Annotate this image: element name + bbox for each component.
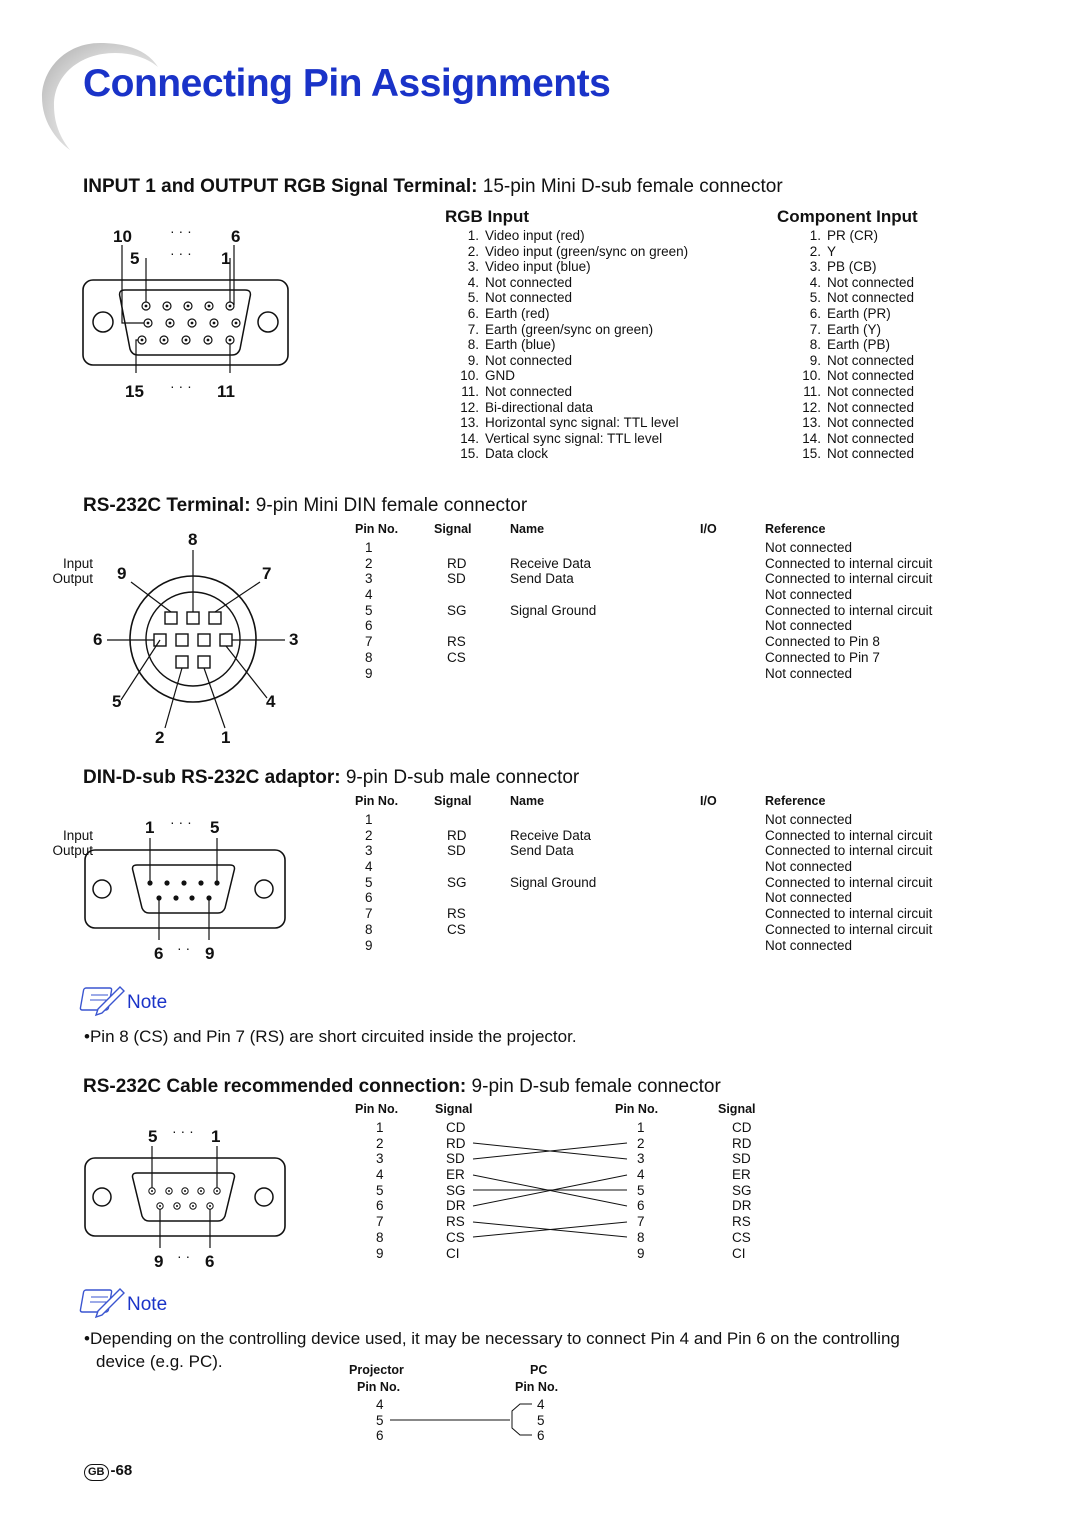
rgb-label-tl: 10 xyxy=(113,227,132,246)
pin-description: PR (CR) xyxy=(827,228,878,243)
pin-description: Earth (red) xyxy=(485,305,550,321)
signal-cell: CS xyxy=(447,921,466,937)
rgb-label-br: 11 xyxy=(217,382,235,401)
signal-cell: SD xyxy=(447,843,466,859)
adaptor-dots-top: · · · xyxy=(170,814,192,830)
note-pencil-icon xyxy=(82,982,126,1016)
din-label-6: 6 xyxy=(93,630,103,649)
reference-cell: Connected to internal circuit xyxy=(765,571,933,587)
cable-header-signal-left: Signal xyxy=(435,1102,473,1116)
left-pin-cell: 7 xyxy=(376,1214,384,1230)
component-input-title: Component Input xyxy=(777,207,918,226)
pin-no-cell: 3 xyxy=(365,843,373,859)
component-pin-row xyxy=(777,415,914,431)
rgb-label-ml: 5 xyxy=(130,249,140,268)
rgb-dots-bottom: · · · xyxy=(170,378,192,394)
pin-no-cell: 2 xyxy=(365,827,373,843)
cable-heading-bold: RS-232C Cable recommended connection: xyxy=(83,1076,467,1097)
pin-description: Not connected xyxy=(827,415,915,431)
reference-cell: Not connected xyxy=(765,587,853,603)
right-pin-cell: 4 xyxy=(637,1167,645,1183)
pin-number: 4. xyxy=(809,274,821,290)
pc-head2: Pin No. xyxy=(515,1380,559,1394)
adaptor-label-br: 9 xyxy=(205,944,215,963)
rgb-pin-row xyxy=(445,337,688,353)
pin-number: 3. xyxy=(467,259,479,275)
io-cell: Output xyxy=(52,571,93,587)
rs232-heading-bold: RS-232C Terminal: xyxy=(83,495,251,516)
pin-number: 7. xyxy=(467,321,479,337)
name-cell: Signal Ground xyxy=(510,602,597,618)
component-pin-row xyxy=(777,337,914,353)
rgb-pin-row xyxy=(445,306,688,322)
adaptor-heading-bold: DIN-D-sub RS-232C adaptor: xyxy=(83,767,341,788)
gb-badge: GB xyxy=(84,1464,109,1481)
name-cell: Receive Data xyxy=(510,827,592,843)
component-pin-row xyxy=(777,384,914,400)
dsub9-female-connector-diagram xyxy=(82,1146,292,1256)
signal-cell: RD xyxy=(447,827,467,843)
pin-no-cell: 6 xyxy=(365,890,373,906)
adaptor-label-bl: 6 xyxy=(154,944,164,963)
pin-number: 13. xyxy=(460,415,479,431)
component-pin-row xyxy=(777,290,914,306)
cable-dots-top: · · · xyxy=(172,1123,194,1139)
pin-no-cell: 4 xyxy=(365,859,373,875)
pin-number: 11. xyxy=(461,383,479,399)
signal-cell: SG xyxy=(447,874,467,890)
reference-cell: Connected to Pin 7 xyxy=(765,649,880,665)
din-label-5: 5 xyxy=(112,692,122,711)
pin-no-cell: 6 xyxy=(365,618,373,634)
right-signal-cell: RS xyxy=(732,1214,751,1230)
adaptor-pin-table xyxy=(52,794,985,959)
pin-description: Earth (blue) xyxy=(485,337,556,353)
pin-description: Earth (PR) xyxy=(827,305,891,321)
pin-description: Not connected xyxy=(485,383,573,399)
pin-number: 1. xyxy=(467,228,479,243)
pin-description: GND xyxy=(485,368,515,384)
rs232-header-ref: Reference xyxy=(765,522,826,536)
dsub9-male-connector-diagram xyxy=(82,838,292,948)
din-label-8: 8 xyxy=(188,530,198,549)
cable-header-pin-left: Pin No. xyxy=(355,1102,399,1116)
pin-no-cell: 2 xyxy=(365,555,373,571)
pin-number: 8. xyxy=(467,337,479,353)
right-signal-cell: SG xyxy=(732,1182,752,1198)
reference-cell: Not connected xyxy=(765,540,853,555)
pin-number: 3. xyxy=(809,259,821,275)
right-signal-cell: CS xyxy=(732,1229,751,1245)
reference-cell: Not connected xyxy=(765,618,853,634)
name-cell: Receive Data xyxy=(510,555,592,571)
pin-number: 14. xyxy=(460,430,479,446)
pin-number: 4. xyxy=(467,274,479,290)
component-pin-row xyxy=(777,446,914,462)
reference-cell: Connected to internal circuit xyxy=(765,843,933,859)
din-label-4: 4 xyxy=(266,692,276,711)
right-pin-cell: 7 xyxy=(637,1214,645,1230)
reference-cell: Connected to internal circuit xyxy=(765,555,933,571)
cable-label-tl: 5 xyxy=(148,1127,158,1146)
pc-pin-list xyxy=(537,1397,545,1444)
rgb-heading-rest: 15-pin Mini D-sub female connector xyxy=(477,176,783,197)
adaptor-header-io: I/O xyxy=(700,794,717,808)
right-pin-cell: 3 xyxy=(637,1151,645,1167)
pin-description: PB (CB) xyxy=(827,259,877,275)
rgb-label-tr: 6 xyxy=(231,227,241,246)
left-pin-cell: 1 xyxy=(376,1120,384,1135)
vga-connector-diagram xyxy=(80,265,295,380)
din-label-7: 7 xyxy=(262,564,272,583)
component-input-list xyxy=(777,228,914,462)
pc-head1: PC xyxy=(530,1363,548,1377)
pin-description: Not connected xyxy=(485,274,573,290)
pin-number: 1. xyxy=(809,228,821,243)
pin-description: Earth (green/sync on green) xyxy=(485,321,654,337)
cable-section-heading xyxy=(83,1076,721,1098)
pin-no-cell: 8 xyxy=(365,921,373,937)
right-signal-cell: CI xyxy=(732,1245,746,1261)
signal-cell: SD xyxy=(447,571,466,587)
rs232-header-pin: Pin No. xyxy=(355,522,399,536)
right-pin-cell: 5 xyxy=(637,1182,645,1198)
page-title: Connecting Pin Assignments xyxy=(83,62,611,105)
signal-cell: RS xyxy=(447,906,466,922)
pin-number: 14. xyxy=(802,430,821,446)
rgb-pin-row xyxy=(445,384,688,400)
page-number xyxy=(84,1462,132,1481)
reference-cell: Not connected xyxy=(765,812,853,827)
rgb-pin-row xyxy=(445,275,688,291)
pin-number: 10. xyxy=(802,368,821,384)
pin-description: Not connected xyxy=(827,383,915,399)
pin-no-cell: 9 xyxy=(365,665,373,681)
rgb-pin-row xyxy=(445,400,688,416)
name-cell: Signal Ground xyxy=(510,874,597,890)
pin-description: Y xyxy=(827,243,837,259)
right-pin-cell: 2 xyxy=(637,1135,645,1151)
pin-description: Not connected xyxy=(827,368,915,384)
din-label-2: 2 xyxy=(155,728,165,747)
component-pin-row xyxy=(777,275,914,291)
rgb-pin-row xyxy=(445,244,688,260)
reference-cell: Connected to internal circuit xyxy=(765,827,933,843)
adaptor-header-signal: Signal xyxy=(434,794,472,808)
pin-description: Video input (red) xyxy=(485,228,585,243)
rgb-pin-row xyxy=(445,415,688,431)
note-pencil-icon xyxy=(82,1284,126,1318)
component-pin-row xyxy=(777,431,914,447)
pin-description: Horizontal sync signal: TTL level xyxy=(485,415,679,431)
pin-description: Not connected xyxy=(827,274,915,290)
note2-text-line1: •Depending on the controlling device used, it may be necessary to connect Pin 4 and Pin 6 on the controlling xyxy=(84,1329,900,1348)
component-pin-row xyxy=(777,322,914,338)
pin-description: Earth (PB) xyxy=(827,337,891,353)
reference-cell: Connected to internal circuit xyxy=(765,921,933,937)
pin-no-cell: 1 xyxy=(365,540,373,555)
pin-number: 5. xyxy=(467,290,479,306)
reference-cell: Not connected xyxy=(765,937,853,953)
pin-description: Not connected xyxy=(485,290,573,306)
rs232-pin-table xyxy=(52,522,985,687)
pin-description: Video input (green/sync on green) xyxy=(485,243,689,259)
projector-pin: 4 xyxy=(376,1397,384,1412)
pin-no-cell: 5 xyxy=(365,602,373,618)
right-pin-cell: 9 xyxy=(637,1245,645,1261)
cable-header-signal-right: Signal xyxy=(718,1102,756,1116)
adaptor-header-name: Name xyxy=(510,794,545,808)
rgb-pin-row xyxy=(445,322,688,338)
signal-cell: RS xyxy=(447,634,466,650)
reference-cell: Not connected xyxy=(765,890,853,906)
name-cell: Send Data xyxy=(510,843,574,859)
rgb-pin-row xyxy=(445,353,688,369)
pc-pin: 5 xyxy=(537,1412,545,1428)
pin-description: Data clock xyxy=(485,446,549,462)
pin-no-cell: 7 xyxy=(365,634,373,650)
pin-number: 2. xyxy=(467,243,479,259)
cable-label-bl: 9 xyxy=(154,1252,164,1271)
pin-number: 12. xyxy=(802,399,821,415)
adaptor-heading-rest: 9-pin D-sub male connector xyxy=(340,767,580,788)
pin-number: 13. xyxy=(802,415,821,431)
component-pin-row xyxy=(777,368,914,384)
pin-no-cell: 5 xyxy=(365,874,373,890)
rgb-heading-bold: INPUT 1 and OUTPUT RGB Signal Terminal: xyxy=(83,176,478,197)
rgb-pin-row xyxy=(445,446,688,462)
pin-number: 11. xyxy=(803,383,821,399)
pin-description: Not connected xyxy=(485,352,573,368)
component-pin-row xyxy=(777,306,914,322)
cable-label-tr: 1 xyxy=(211,1127,221,1146)
cable-dots-bottom: · · xyxy=(177,1248,191,1264)
pin-no-cell: 9 xyxy=(365,937,373,953)
pin-number: 9. xyxy=(809,352,821,368)
rs232-section-heading xyxy=(83,495,527,517)
reference-cell: Connected to Pin 8 xyxy=(765,634,880,650)
component-pin-row xyxy=(777,228,914,244)
left-pin-cell: 4 xyxy=(376,1167,384,1183)
left-pin-cell: 6 xyxy=(376,1198,384,1214)
note2-text-line2: device (e.g. PC). xyxy=(96,1352,223,1371)
rgb-input-list xyxy=(445,228,688,462)
pin-number: 8. xyxy=(809,337,821,353)
left-signal-cell: DR xyxy=(446,1198,466,1214)
left-pin-cell: 3 xyxy=(376,1151,384,1167)
projector-pin: 5 xyxy=(376,1412,384,1428)
left-signal-cell: CS xyxy=(446,1229,465,1245)
pin-number: 5. xyxy=(809,290,821,306)
adaptor-header-ref: Reference xyxy=(765,794,826,808)
right-pin-cell: 1 xyxy=(637,1120,645,1135)
right-signal-cell: CD xyxy=(732,1120,752,1135)
adaptor-header-pin: Pin No. xyxy=(355,794,399,808)
pc-jumper-diagram xyxy=(390,1400,535,1440)
pin-no-cell: 8 xyxy=(365,649,373,665)
pin-number: 15. xyxy=(802,446,821,462)
left-pin-cell: 9 xyxy=(376,1245,384,1261)
rs232-header-io: I/O xyxy=(700,522,717,536)
left-signal-cell: SG xyxy=(446,1182,466,1198)
projector-pin-list xyxy=(376,1397,384,1444)
right-signal-cell: ER xyxy=(732,1167,751,1183)
rgb-dots-top: · · · xyxy=(170,223,192,239)
pin-number: 15. xyxy=(460,446,479,462)
adaptor-label-tl: 1 xyxy=(145,818,155,837)
cable-heading-rest: 9-pin D-sub female connector xyxy=(466,1076,721,1097)
note1-text: •Pin 8 (CS) and Pin 7 (RS) are short circuited inside the projector. xyxy=(84,1027,577,1046)
reference-cell: Not connected xyxy=(765,665,853,681)
cable-header-pin-right: Pin No. xyxy=(615,1102,659,1116)
io-cell: Input xyxy=(62,827,93,843)
cable-label-br: 6 xyxy=(205,1252,215,1271)
reference-cell: Not connected xyxy=(765,859,853,875)
rgb-pin-row xyxy=(445,259,688,275)
din-label-1: 1 xyxy=(221,728,231,747)
left-signal-cell: RS xyxy=(446,1214,465,1230)
component-pin-row xyxy=(777,244,914,260)
left-pin-cell: 8 xyxy=(376,1229,384,1245)
reference-cell: Connected to internal circuit xyxy=(765,906,933,922)
rgb-label-mr: 1 xyxy=(221,249,231,268)
component-pin-row xyxy=(777,400,914,416)
projector-head2: Pin No. xyxy=(357,1380,401,1394)
reference-cell: Connected to internal circuit xyxy=(765,874,933,890)
pin-description: Bi-directional data xyxy=(485,399,594,415)
page-number-text: -68 xyxy=(110,1462,133,1479)
projector-pin: 6 xyxy=(376,1428,384,1444)
adaptor-section-heading xyxy=(83,767,579,789)
rgb-pin-row xyxy=(445,368,688,384)
rgb-dots-mid: · · · xyxy=(170,245,192,261)
adaptor-dots-bottom: · · xyxy=(177,940,191,956)
din-label-3: 3 xyxy=(289,630,299,649)
component-pin-row xyxy=(777,259,914,275)
pin-description: Not connected xyxy=(827,430,915,446)
right-signal-cell: RD xyxy=(732,1135,752,1151)
right-pin-cell: 8 xyxy=(637,1229,645,1245)
left-pin-cell: 5 xyxy=(376,1182,384,1198)
left-signal-cell: RD xyxy=(446,1135,466,1151)
right-pin-cell: 6 xyxy=(637,1198,645,1214)
pc-pin: 4 xyxy=(537,1397,545,1412)
left-signal-cell: ER xyxy=(446,1167,465,1183)
pin-description: Vertical sync signal: TTL level xyxy=(485,430,663,446)
pin-description: Video input (blue) xyxy=(485,259,591,275)
mini-din-connector-diagram xyxy=(95,550,295,740)
pin-description: Earth (Y) xyxy=(827,321,882,337)
left-signal-cell: CI xyxy=(446,1245,460,1261)
pin-number: 6. xyxy=(467,305,479,321)
signal-cell: RD xyxy=(447,555,467,571)
io-cell: Output xyxy=(52,843,93,859)
projector-head1: Projector xyxy=(349,1363,404,1377)
note2-label: Note xyxy=(127,1294,168,1315)
left-signal-cell: SD xyxy=(446,1151,465,1167)
rgb-pin-row xyxy=(445,228,688,244)
pin-number: 12. xyxy=(460,399,479,415)
pin-no-cell: 7 xyxy=(365,906,373,922)
io-cell: Input xyxy=(62,555,93,571)
rs232-header-name: Name xyxy=(510,522,545,536)
reference-cell: Connected to internal circuit xyxy=(765,602,933,618)
component-pin-row xyxy=(777,353,914,369)
note1-label: Note xyxy=(127,992,168,1013)
pin-no-cell: 4 xyxy=(365,587,373,603)
pin-no-cell: 1 xyxy=(365,812,373,827)
rgb-section-heading xyxy=(83,176,783,198)
signal-cell: SG xyxy=(447,602,467,618)
pin-number: 7. xyxy=(809,321,821,337)
pin-description: Not connected xyxy=(827,290,915,306)
pin-no-cell: 3 xyxy=(365,571,373,587)
name-cell: Send Data xyxy=(510,571,574,587)
rgb-label-bl: 15 xyxy=(125,382,144,401)
pin-number: 6. xyxy=(809,305,821,321)
left-signal-cell: CD xyxy=(446,1120,466,1135)
pin-number: 9. xyxy=(467,352,479,368)
left-pin-cell: 2 xyxy=(376,1135,384,1151)
signal-cell: CS xyxy=(447,649,466,665)
pc-pin: 6 xyxy=(537,1428,545,1444)
din-label-9: 9 xyxy=(117,564,127,583)
rs232-header-signal: Signal xyxy=(434,522,472,536)
rs232-heading-rest: 9-pin Mini DIN female connector xyxy=(250,495,528,516)
rgb-pin-row xyxy=(445,290,688,306)
rgb-pin-row xyxy=(445,431,688,447)
rgb-input-title: RGB Input xyxy=(445,207,530,226)
right-signal-cell: SD xyxy=(732,1151,751,1167)
pin-description: Not connected xyxy=(827,399,915,415)
pin-description: Not connected xyxy=(827,352,915,368)
pin-description: Not connected xyxy=(827,446,915,462)
right-signal-cell: DR xyxy=(732,1198,752,1214)
cable-wiring-lines xyxy=(465,1130,635,1260)
pin-number: 2. xyxy=(809,243,821,259)
pin-number: 10. xyxy=(460,368,479,384)
adaptor-label-tr: 5 xyxy=(210,818,220,837)
